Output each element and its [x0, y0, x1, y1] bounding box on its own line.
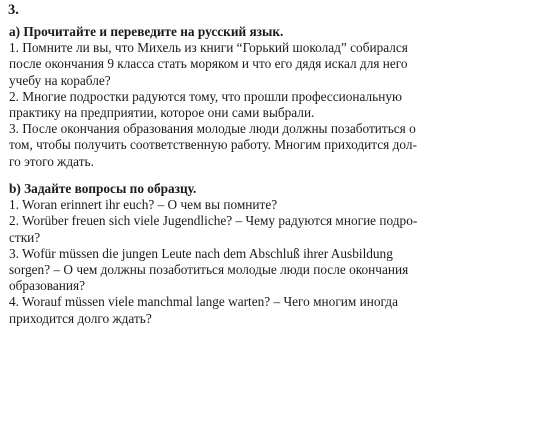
section-b-line: стки?: [9, 229, 41, 245]
exercise-number: 3.: [8, 2, 19, 18]
section-b-line: 3. Wofür müssen die jungen Leute nach dem Abschluß ihrer Ausbildung: [9, 245, 393, 261]
section-a-line: практику на предприятии, которое они сами выбрали.: [9, 105, 315, 121]
section-b-line: 4. Worauf müssen viele manchmal lange warten? – Чего многим иногда: [9, 294, 398, 310]
section-b-line: приходится долго ждать?: [9, 310, 152, 326]
section-a: [9, 24, 529, 170]
section-b-line: 1. Woran erinnert ihr euch? – О чем вы помните?: [9, 197, 278, 213]
section-b-heading: b) Задайте вопросы по образцу.: [9, 181, 197, 196]
section-a-line: 2. Многие подростки радуются тому, что прошли профессиональную: [9, 88, 402, 104]
section-a-line: том, чтобы получить соответственную работу. Многим приходится дол-: [9, 137, 417, 153]
section-b-line: 2. Worüber freuen sich viele Jugendliche? – Чему радуются многие подро-: [9, 213, 418, 229]
section-a-line: после окончания 9 класса стать моряком и что его дядя искал для него: [9, 56, 408, 72]
section-b-line: sorgen? – О чем должны позаботиться молодые люди после окончания: [9, 262, 409, 278]
section-a-line: 3. После окончания образования молодые люди должны позаботиться о: [9, 121, 416, 137]
section-b: [9, 181, 529, 327]
section-a-line: го этого ждать.: [9, 153, 94, 169]
section-a-line: 1. Помните ли вы, что Михель из книги “Горький шоколад” собирался: [9, 40, 408, 56]
section-a-heading: а) Прочитайте и переведите на русский язык.: [9, 24, 284, 39]
section-a-line: учебу на корабле?: [9, 72, 111, 88]
section-b-line: образования?: [9, 278, 86, 294]
